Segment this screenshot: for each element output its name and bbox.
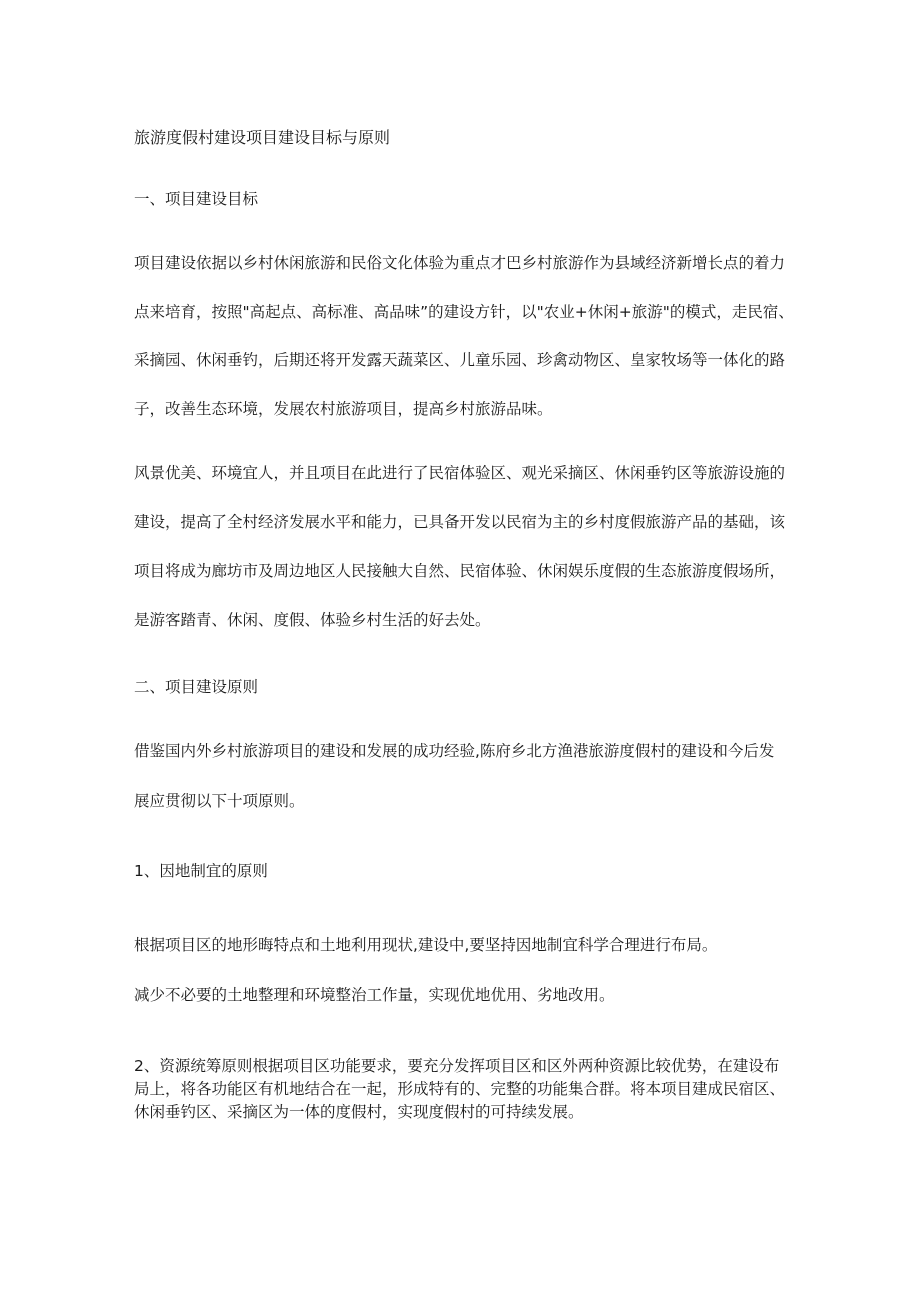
paragraph-line: 项目将成为廊坊市及周边地区人民接触大自然、民宿体验、休闲娱乐度假的生态旅游度假场所，: [134, 562, 786, 580]
paragraph-line: 2、资源统筹原则根据项目区功能要求，要充分发挥项目区和区外两种资源比较优势，在建设布: [134, 1057, 780, 1075]
paragraph-line: 休闲垂钓区、采摘区为一体的度假村，实现度假村的可持续发展。: [134, 1103, 584, 1121]
paragraph-line: 局上，将各功能区有机地结合在一起，形成特有的、完整的功能集合群。将本项目建成民宿区、: [134, 1080, 786, 1098]
paragraph-line: 采摘园、休闲垂钓，后期还将开发露天蔬菜区、儿童乐园、珍禽动物区、皇家牧场等一体化的路: [134, 351, 786, 369]
section-heading: 一、项目建设目标: [134, 190, 259, 208]
principle-heading: 1、因地制宜的原则: [134, 862, 268, 880]
document-title: 旅游度假村建设项目建设目标与原则: [134, 128, 391, 147]
paragraph-line: 减少不必要的土地整理和环境整治工作量，实现优地优用、劣地改用。: [134, 986, 615, 1004]
paragraph-line: 借鉴国内外乡村旅游项目的建设和发展的成功经验,陈府乡北方渔港旅游度假村的建设和今后发: [134, 742, 775, 760]
paragraph-line: 子，改善生态环境，发展农村旅游项目，提高乡村旅游品味。: [134, 400, 553, 418]
paragraph-line: 展应贯彻以下十项原则。: [134, 792, 305, 810]
section-heading: 二、项目建设原则: [134, 678, 259, 696]
paragraph-line: 是游客踏青、休闲、度假、体验乡村生活的好去处。: [134, 611, 491, 629]
paragraph-line: 点来培育，按照"高起点、高标准、高品味”的建设方针，以"农业+休闲+旅游"的模式，走民宿、: [134, 303, 794, 321]
paragraph-line: 项目建设依据以乡村休闲旅游和民俗文化体验为重点才巴乡村旅游作为县域经济新增长点的着力: [134, 254, 786, 272]
paragraph-line: 建设，提高了全村经济发展水平和能力，已具备开发以民宿为主的乡村度假旅游产品的基础，该: [134, 513, 786, 531]
paragraph-line: 风景优美、环境宜人，并且项目在此进行了民宿体验区、观光采摘区、休闲垂钓区等旅游设施的: [134, 464, 786, 482]
paragraph-line: 根据项目区的地形晦特点和土地利用现状,建设中,要坚持因地制宜科学合理进行布局。: [134, 936, 718, 954]
